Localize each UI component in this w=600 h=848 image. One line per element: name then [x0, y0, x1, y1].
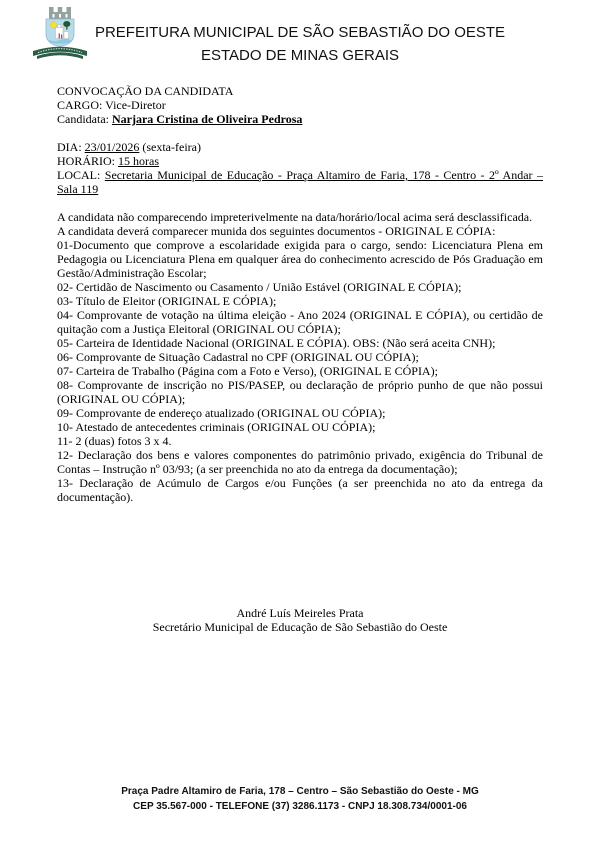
- page-footer: [0, 784, 600, 814]
- convocation-title: CONVOCAÇÃO DA CANDIDATA: [57, 84, 234, 98]
- candidata-line: [57, 112, 543, 126]
- document-list-item: 11- 2 (duas) fotos 3 x 4.: [57, 434, 172, 448]
- header-title: [0, 21, 600, 67]
- document-list-item: 03- Título de Eleitor (ORIGINAL E CÓPIA);: [57, 294, 277, 308]
- signature-block: [0, 606, 600, 634]
- local-line: [57, 168, 543, 196]
- local-label: LOCAL:: [57, 168, 105, 182]
- horario-line: [57, 154, 543, 168]
- footer-contact: CEP 35.567-000 - TELEFONE (37) 3286.1173 - CNPJ 18.308.734/0001-06: [133, 801, 467, 812]
- document-list-item: 05- Carteira de Identidade Nacional (ORIGINAL E CÓPIA). OBS: (Não será aceita CNH);: [57, 336, 496, 350]
- document-body: [57, 84, 543, 504]
- document-list-item: 12- Declaração dos bens e valores componentes do patrimônio privado, exigência do Tribunal de Contas – Instrução nº 03/93; (a ser preenchida no ato da entrega da documentação);: [57, 448, 543, 476]
- dia-line: [57, 140, 543, 154]
- horario-label: HORÁRIO:: [57, 154, 119, 168]
- dia-label: DIA:: [57, 140, 85, 154]
- document-list-item: 02- Certidão de Nascimento ou Casamento / União Estável (ORIGINAL E CÓPIA);: [57, 280, 462, 294]
- document-list-item: 08- Comprovante de inscrição no PIS/PASEP, ou declaração de próprio punho de que não possui (ORIGINAL OU CÓPIA);: [57, 378, 543, 406]
- cargo-line: [57, 98, 543, 112]
- dia-value: 23/01/2026: [84, 140, 140, 154]
- document-list-item: 10- Atestado de antecedentes criminais (ORIGINAL OU CÓPIA);: [57, 420, 376, 434]
- notice-line2: A candidata deverá comparecer munida dos seguintes documentos - ORIGINAL E CÓPIA:: [57, 224, 496, 238]
- document-list-item: 07- Carteira de Trabalho (Página com a Foto e Verso), (ORIGINAL E CÓPIA);: [57, 364, 438, 378]
- dia-suffix: (sexta-feira): [139, 140, 201, 154]
- document-list-item: 06- Comprovante de Situação Cadastral no CPF (ORIGINAL OU CÓPIA);: [57, 350, 419, 364]
- spacer: [57, 196, 543, 210]
- document-list-item: 01-Documento que comprove a escolaridade exigida para o cargo, sendo: Licenciatura Plena em Pedagogia ou Licenciatura Plena em qualquer área do conhecimento acrescido de Pós Graduação em Gestão/Administração Escolar;: [57, 238, 543, 280]
- spacer: [57, 126, 543, 140]
- footer-address: Praça Padre Altamiro de Faria, 178 – Centro – São Sebastião do Oeste - MG: [121, 786, 479, 797]
- document-list-item: 04- Comprovante de votação na última eleição - Ano 2024 (ORIGINAL E CÓPIA), ou certidão de quitação com a Justiça Eleitoral (ORIGINAL OU CÓPIA);: [57, 308, 543, 336]
- candidata-name: Narjara Cristina de Oliveira Pedrosa: [111, 112, 303, 126]
- documents-list: [57, 238, 543, 504]
- signature-name: André Luís Meireles Prata: [236, 606, 364, 620]
- candidata-label: Candidata:: [57, 112, 112, 126]
- header-title-line2: ESTADO DE MINAS GERAIS: [200, 47, 400, 64]
- header-title-line1: PREFEITURA MUNICIPAL DE SÃO SEBASTIÃO DO OESTE: [94, 24, 506, 41]
- local-value: Secretaria Municipal de Educação - Praça Altamiro de Faria, 178 - Centro - 2º Andar – Sala 119: [57, 168, 543, 196]
- horario-value: 15 horas: [118, 154, 160, 168]
- cargo-label: CARGO:: [57, 98, 106, 112]
- notice-line1: A candidata não comparecendo impreterivelmente na data/horário/local acima será desclassificada.: [57, 210, 533, 224]
- document-list-item: 09- Comprovante de endereço atualizado (ORIGINAL OU CÓPIA);: [57, 406, 386, 420]
- document-list-item: 13- Declaração de Acúmulo de Cargos e/ou Funções (a ser preenchida no ato da entrega da documentação).: [57, 476, 543, 504]
- cargo-value: Vice-Diretor: [105, 98, 166, 112]
- signature-title: Secretário Municipal de Educação de São Sebastião do Oeste: [152, 620, 448, 634]
